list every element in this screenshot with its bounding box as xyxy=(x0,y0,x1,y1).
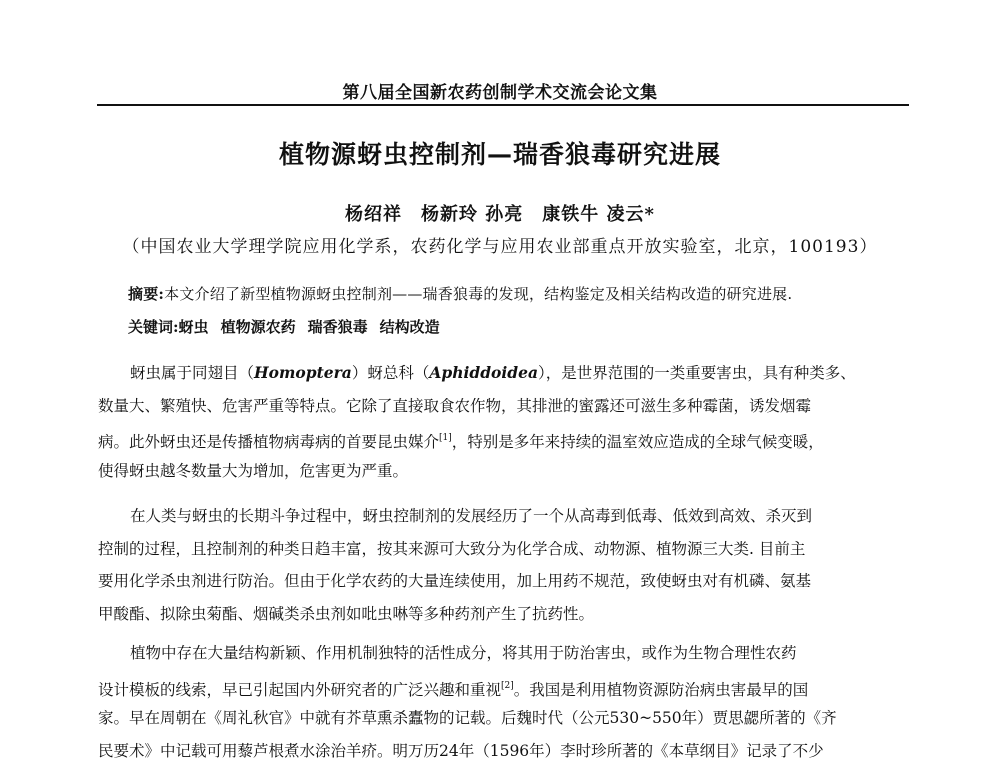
text-run: ，特别是多年来持续的温室效应造成的全球气候变暖， xyxy=(451,433,824,451)
taxon-name: Homoptera xyxy=(254,363,352,382)
paragraph-line: 使得蚜虫越冬数量大为增加，危害更为严重。 xyxy=(98,461,409,480)
paper-title: 植物源蚜虫控制剂—瑞香狼毒研究进展 xyxy=(278,140,721,169)
abstract xyxy=(128,283,918,304)
body-paragraph-3 xyxy=(98,637,913,760)
abstract-label: 摘要: xyxy=(128,285,165,303)
text-run: 。我国是利用植物资源防治病虫害最早的国 xyxy=(513,680,809,699)
citation-ref: [2] xyxy=(501,680,514,691)
paragraph-line xyxy=(98,357,913,390)
paragraph-line: 植物中存在大量结构新颖、作用机制独特的活性成分，将其用于防治害虫，或作为生物合理性农药 xyxy=(130,644,797,662)
paragraph-line: 要用化学杀虫剂进行防治。但由于化学农药的大量连续使用，加上用药不规范，致使蚜虫对有机磷、氨基 xyxy=(98,572,812,590)
paragraph-line: 数量大、繁殖快、危害严重等特点。它除了直接取食农作物，其排泄的蜜露还可滋生多种霉菌，诱发烟霉 xyxy=(98,396,812,415)
keyword-item: 瑞香狼毒 xyxy=(307,318,368,336)
taxon-name: Aphiddoidea xyxy=(429,363,538,382)
body-paragraph-1 xyxy=(98,357,913,487)
paragraph-line: 家。早在周朝在《周礼秋官》中就有芥草熏杀蠹物的记载。后魏时代（公元530~550年）贾思勰所著的《齐 xyxy=(98,709,837,727)
keywords xyxy=(128,316,918,337)
keyword-item: 结构改造 xyxy=(379,318,440,336)
body-paragraph-2 xyxy=(98,500,913,630)
running-header: 第八届全国新农药创制学术交流会论文集 xyxy=(342,83,658,103)
author-affiliation: （中国农业大学理学院应用化学系，农药化学与应用农业部重点开放实验室，北京，100193） xyxy=(122,237,878,257)
paragraph-line: 控制的过程，且控制剂的种类日趋丰富，按其来源可大致分为化学合成、动物源、植物源三大类. 目前主 xyxy=(98,539,806,558)
paragraph-line xyxy=(98,670,913,703)
text-run: ），是世界范围的一类重要害虫，具有种类多、 xyxy=(538,364,856,382)
paragraph-line: 在人类与蚜虫的长期斗争过程中，蚜虫控制剂的发展经历了一个从高毒到低毒、低效到高效、杀灭到 xyxy=(130,507,813,525)
paragraph-line xyxy=(98,422,913,455)
text-run: ）蚜总科（ xyxy=(351,364,430,382)
paragraph-line: 民要术》中记载可用藜芦根煮水涂治羊疥。明万历24年（1596年）李时珍所著的《本草纲目》记录了不少 xyxy=(98,741,824,760)
keywords-label: 关键词: xyxy=(128,318,179,336)
abstract-text: 本文介绍了新型植物源蚜虫控制剂——瑞香狼毒的发现，结构鉴定及相关结构改造的研究进展. xyxy=(164,285,793,303)
text-run: 设计模板的线索，早已引起国内外研究者的广泛兴趣和重视 xyxy=(98,680,502,699)
paragraph-line: 甲酸酯、拟除虫菊酯、烟碱类杀虫剂如吡虫啉等多种药剂产生了抗药性。 xyxy=(98,604,595,623)
text-run: 病。此外蚜虫还是传播植物病毒病的首要昆虫媒介 xyxy=(98,433,440,451)
citation-ref: [1] xyxy=(439,433,452,443)
keyword-item: 植物源农药 xyxy=(220,318,296,336)
text-run: 蚜虫属于同翅目（ xyxy=(130,364,255,382)
header-rule xyxy=(97,104,909,106)
author-list: 杨绍祥 杨新玲 孙亮 康铁牛 凌云* xyxy=(345,204,655,225)
keyword-item: 蚜虫 xyxy=(178,318,209,336)
